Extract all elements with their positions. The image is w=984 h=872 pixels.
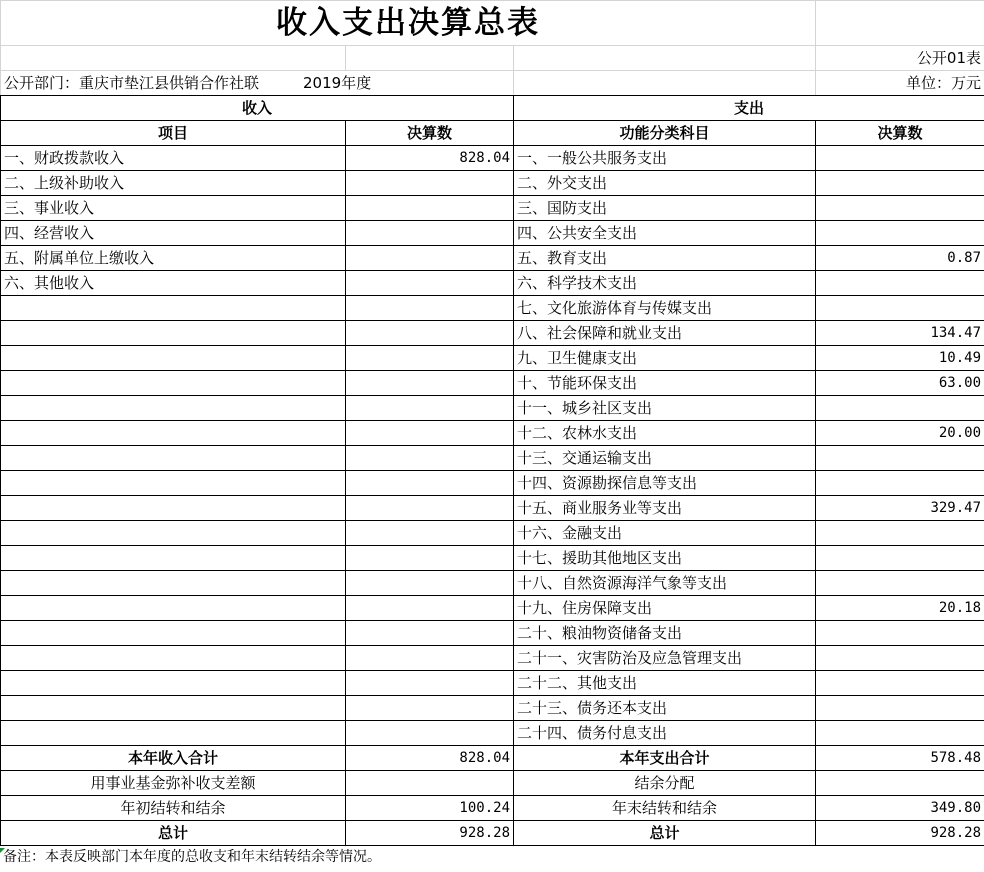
expense-item-amount[interactable] <box>816 396 984 421</box>
summary-expense-label[interactable]: 本年支出合计 <box>514 746 816 771</box>
empty-cell[interactable] <box>1 46 346 71</box>
income-item-label[interactable] <box>1 696 346 721</box>
table-row <box>1 321 984 346</box>
expense-item-amount[interactable] <box>816 546 984 571</box>
expense-item-label[interactable]: 十一、城乡社区支出 <box>514 396 816 421</box>
expense-item-label[interactable]: 十、节能环保支出 <box>514 371 816 396</box>
income-item-label[interactable] <box>1 446 346 471</box>
table-row <box>1 471 984 496</box>
expense-item-amount[interactable] <box>816 621 984 646</box>
income-item-amount[interactable] <box>346 421 514 446</box>
income-item-label[interactable]: 二、上级补助收入 <box>1 171 346 196</box>
income-item-amount[interactable] <box>346 296 514 321</box>
income-item-amount[interactable] <box>346 221 514 246</box>
income-item-label[interactable] <box>1 471 346 496</box>
expense-item-label[interactable]: 一、一般公共服务支出 <box>514 146 816 171</box>
expense-item-label[interactable]: 十五、商业服务业等支出 <box>514 496 816 521</box>
expense-item-label[interactable]: 二十四、债务付息支出 <box>514 721 816 746</box>
income-item-amount[interactable] <box>346 596 514 621</box>
expense-item-label[interactable]: 二十三、债务还本支出 <box>514 696 816 721</box>
income-item-label[interactable] <box>1 721 346 746</box>
income-item-amount[interactable] <box>346 471 514 496</box>
empty-cell[interactable] <box>346 46 514 71</box>
fiscal-year: 2019年度 <box>303 74 372 92</box>
expense-item-amount[interactable] <box>816 671 984 696</box>
expense-item-label[interactable]: 八、社会保障和就业支出 <box>514 321 816 346</box>
table-row <box>1 721 984 746</box>
expense-item-label[interactable]: 四、公共安全支出 <box>514 221 816 246</box>
empty-cell[interactable] <box>816 1 984 46</box>
summary-row <box>1 796 984 821</box>
income-item-label[interactable] <box>1 496 346 521</box>
table-row <box>1 371 984 396</box>
unit-label[interactable]: 单位：万元 <box>816 71 984 96</box>
income-item-label[interactable] <box>1 396 346 421</box>
income-item-amount[interactable] <box>346 246 514 271</box>
summary-row <box>1 821 984 846</box>
income-item-amount[interactable] <box>346 721 514 746</box>
expense-item-amount[interactable]: 20.18 <box>816 596 984 621</box>
table-row <box>1 271 984 296</box>
table-row <box>1 196 984 221</box>
expense-item-amount[interactable] <box>816 271 984 296</box>
empty-cell[interactable] <box>514 71 816 96</box>
expense-item-label[interactable]: 七、文化旅游体育与传媒支出 <box>514 296 816 321</box>
expense-item-amount[interactable] <box>816 471 984 496</box>
summary-income-label[interactable]: 本年收入合计 <box>1 746 346 771</box>
income-item-label[interactable] <box>1 371 346 396</box>
expense-item-label[interactable]: 十九、住房保障支出 <box>514 596 816 621</box>
income-item-amount[interactable] <box>346 446 514 471</box>
income-item-amount[interactable] <box>346 696 514 721</box>
income-item-amount[interactable] <box>346 171 514 196</box>
expense-item-label[interactable]: 二十、粮油物资储备支出 <box>514 621 816 646</box>
table-number[interactable]: 公开01表 <box>816 46 984 71</box>
table-row <box>1 346 984 371</box>
table-row <box>1 521 984 546</box>
income-item-label[interactable] <box>1 596 346 621</box>
expense-item-amount[interactable] <box>816 571 984 596</box>
income-item-amount[interactable] <box>346 396 514 421</box>
column-header-function[interactable]: 功能分类科目 <box>514 121 816 146</box>
table-row <box>1 396 984 421</box>
income-item-label[interactable]: 三、事业收入 <box>1 196 346 221</box>
note-table <box>0 846 984 868</box>
expense-item-label[interactable]: 十八、自然资源海洋气象等支出 <box>514 571 816 596</box>
summary-expense-label[interactable]: 年末结转和结余 <box>514 796 816 821</box>
empty-cell[interactable] <box>514 46 816 71</box>
table-row <box>1 646 984 671</box>
income-item-amount[interactable]: 828.04 <box>346 146 514 171</box>
income-item-label[interactable]: 一、财政拨款收入 <box>1 146 346 171</box>
expense-item-label[interactable]: 十六、金融支出 <box>514 521 816 546</box>
summary-income-amount[interactable]: 828.04 <box>346 746 514 771</box>
income-item-label[interactable] <box>1 546 346 571</box>
expense-item-label[interactable]: 十七、援助其他地区支出 <box>514 546 816 571</box>
income-item-label[interactable] <box>1 296 346 321</box>
expense-item-label[interactable]: 三、国防支出 <box>514 196 816 221</box>
summary-income-amount[interactable] <box>346 771 514 796</box>
expense-item-label[interactable]: 二、外交支出 <box>514 171 816 196</box>
expense-item-amount[interactable]: 20.00 <box>816 421 984 446</box>
income-item-amount[interactable] <box>346 621 514 646</box>
table-row <box>1 546 984 571</box>
table-row <box>1 421 984 446</box>
income-item-amount[interactable] <box>346 346 514 371</box>
expense-item-label[interactable]: 二十一、灾害防治及应急管理支出 <box>514 646 816 671</box>
summary-income-label[interactable]: 年初结转和结余 <box>1 796 346 821</box>
summary-expense-amount[interactable]: 928.28 <box>816 821 984 846</box>
income-item-label[interactable] <box>1 571 346 596</box>
table-row <box>1 621 984 646</box>
expense-item-label[interactable]: 二十二、其他支出 <box>514 671 816 696</box>
table-row <box>1 246 984 271</box>
table-row <box>1 671 984 696</box>
expense-header[interactable]: 支出 <box>514 96 984 121</box>
income-item-label[interactable] <box>1 346 346 371</box>
income-item-label[interactable] <box>1 671 346 696</box>
expense-item-amount[interactable]: 63.00 <box>816 371 984 396</box>
income-header[interactable]: 收入 <box>1 96 514 121</box>
income-item-label[interactable] <box>1 646 346 671</box>
income-item-label[interactable] <box>1 521 346 546</box>
expense-item-amount[interactable] <box>816 171 984 196</box>
summary-income-label[interactable]: 用事业基金弥补收支差额 <box>1 771 346 796</box>
summary-expense-amount[interactable]: 578.48 <box>816 746 984 771</box>
expense-item-amount[interactable]: 0.87 <box>816 246 984 271</box>
summary-expense-amount[interactable]: 349.80 <box>816 796 984 821</box>
summary-income-amount[interactable]: 928.28 <box>346 821 514 846</box>
table-row <box>1 446 984 471</box>
expense-item-amount[interactable]: 329.47 <box>816 496 984 521</box>
expense-item-amount[interactable] <box>816 296 984 321</box>
income-item-amount[interactable] <box>346 496 514 521</box>
expense-item-label[interactable]: 五、教育支出 <box>514 246 816 271</box>
income-item-amount[interactable] <box>346 521 514 546</box>
income-item-amount[interactable] <box>346 321 514 346</box>
expense-item-amount[interactable] <box>816 446 984 471</box>
summary-expense-amount[interactable] <box>816 771 984 796</box>
summary-income-amount[interactable]: 100.24 <box>346 796 514 821</box>
table-row <box>1 596 984 621</box>
summary-expense-label[interactable]: 结余分配 <box>514 771 816 796</box>
income-item-label[interactable]: 四、经营收入 <box>1 221 346 246</box>
income-item-label[interactable] <box>1 621 346 646</box>
table-row <box>1 696 984 721</box>
expense-item-amount[interactable] <box>816 221 984 246</box>
income-item-label[interactable]: 五、附属单位上缴收入 <box>1 246 346 271</box>
income-item-label[interactable]: 六、其他收入 <box>1 271 346 296</box>
income-item-label[interactable] <box>1 321 346 346</box>
expense-item-amount[interactable] <box>816 196 984 221</box>
income-item-amount[interactable] <box>346 671 514 696</box>
column-header-amount[interactable]: 决算数 <box>346 121 514 146</box>
expense-item-label[interactable]: 十四、资源勘探信息等支出 <box>514 471 816 496</box>
footnote[interactable]: 备注：本表反映部门本年度的总收支和年末结转结余等情况。 <box>3 849 381 865</box>
expense-item-amount[interactable] <box>816 721 984 746</box>
expense-item-label[interactable]: 十三、交通运输支出 <box>514 446 816 471</box>
expense-item-label[interactable]: 九、卫生健康支出 <box>514 346 816 371</box>
cell-comment-marker <box>0 848 5 853</box>
income-item-amount[interactable] <box>346 271 514 296</box>
income-item-label[interactable] <box>1 421 346 446</box>
income-item-amount[interactable] <box>346 646 514 671</box>
table-row <box>1 571 984 596</box>
summary-expense-label[interactable]: 总计 <box>514 821 816 846</box>
expense-item-amount[interactable]: 134.47 <box>816 321 984 346</box>
table-row <box>1 496 984 521</box>
table-row <box>1 296 984 321</box>
summary-row <box>1 771 984 796</box>
table-row <box>1 146 984 171</box>
summary-income-label[interactable]: 总计 <box>1 821 346 846</box>
expense-item-label[interactable]: 六、科学技术支出 <box>514 271 816 296</box>
department-label: 公开部门：重庆市垫江县供销合作社联 <box>4 74 260 92</box>
expense-item-amount[interactable] <box>816 646 984 671</box>
expense-item-amount[interactable]: 10.49 <box>816 346 984 371</box>
expense-item-amount[interactable] <box>816 521 984 546</box>
income-item-amount[interactable] <box>346 546 514 571</box>
department-cell[interactable] <box>1 71 514 96</box>
table-row <box>1 221 984 246</box>
table-row <box>1 171 984 196</box>
summary-row <box>1 746 984 771</box>
expense-item-amount[interactable] <box>816 696 984 721</box>
income-item-amount[interactable] <box>346 371 514 396</box>
expense-item-label[interactable]: 十二、农林水支出 <box>514 421 816 446</box>
income-item-amount[interactable] <box>346 196 514 221</box>
income-item-amount[interactable] <box>346 571 514 596</box>
expense-item-amount[interactable] <box>816 146 984 171</box>
column-header-item[interactable]: 项目 <box>1 121 346 146</box>
column-header-amount[interactable]: 决算数 <box>816 121 984 146</box>
page-title: 收入支出决算总表 <box>1 1 816 46</box>
